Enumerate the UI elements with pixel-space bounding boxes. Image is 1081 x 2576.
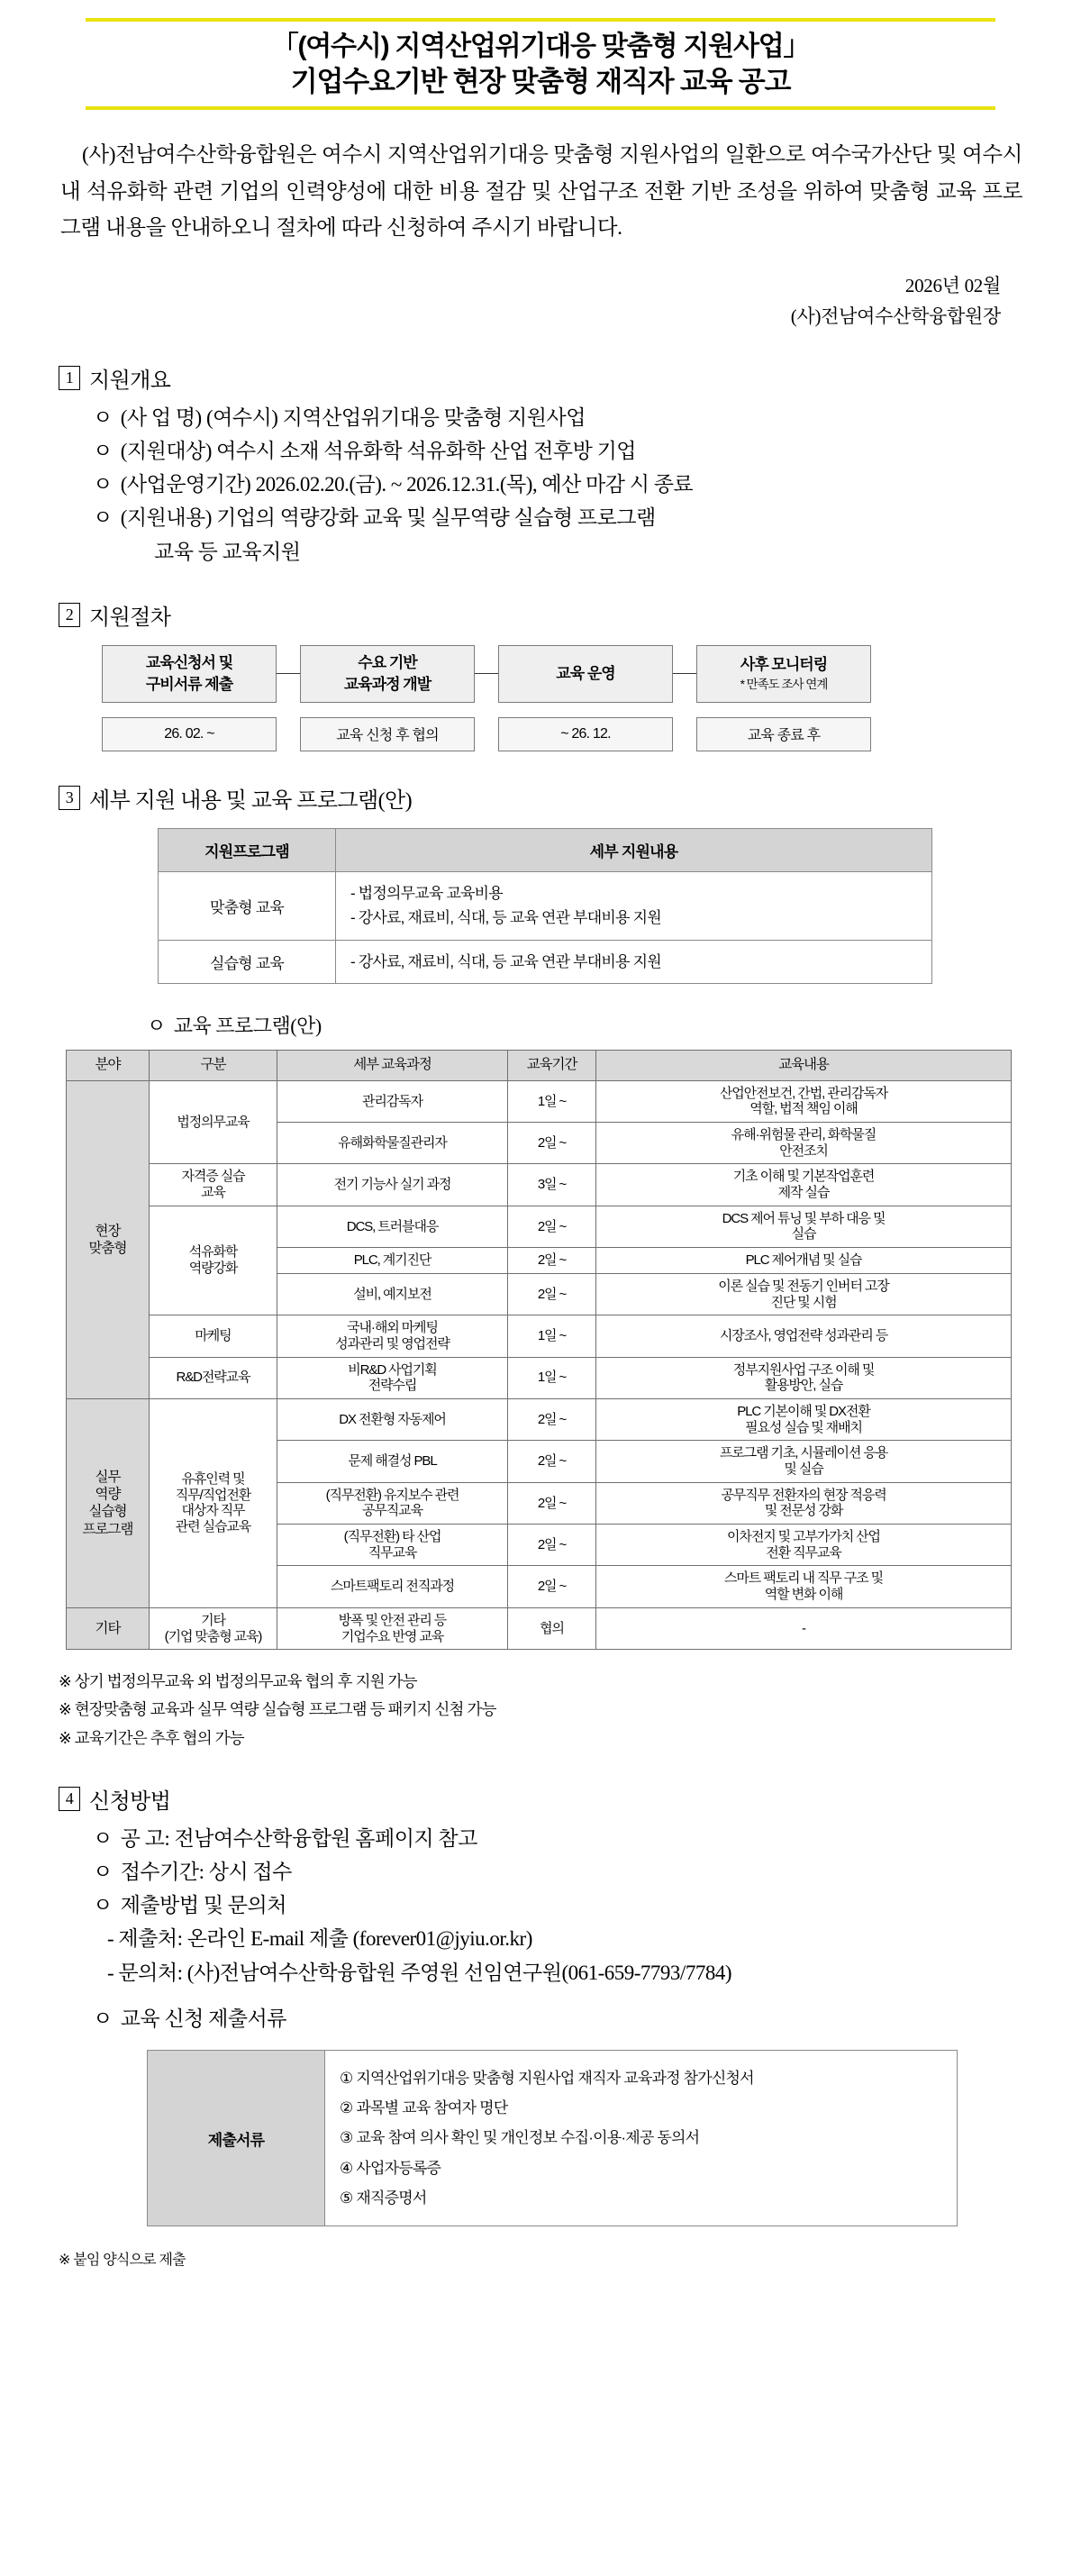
section-3-heading <box>59 782 1031 814</box>
content-cell: 이론 실습 및 전동기 인버터 고장 진단 및 시험 <box>596 1273 1012 1315</box>
section-3-title: 세부 지원 내용 및 교육 프로그램(안) <box>89 788 412 813</box>
duration-cell: 2일 ~ <box>508 1566 596 1607</box>
section-1-heading <box>59 362 1031 394</box>
course-cell: 스마트팩토리 전직과정 <box>277 1566 508 1607</box>
bullet-text: 접수기간: 상시 접수 <box>120 1860 292 1883</box>
duration-cell: 2일 ~ <box>508 1482 596 1524</box>
flow-step-subnote: * 만족도 조사 연계 <box>740 678 828 692</box>
title-line-2: 기업수요기반 현장 맞춤형 재직자 교육 공고 <box>290 66 791 97</box>
duration-cell: 2일 ~ <box>508 1525 596 1566</box>
bullet-text: 제출방법 및 문의처 <box>120 1894 286 1917</box>
course-cell: 방폭 및 안전 관리 등 기업수요 반영 교육 <box>277 1607 508 1649</box>
category-cell: 유휴인력 및 직무/직업전환 대상자 직무 관련 실습교육 <box>150 1398 277 1607</box>
note-line: ※ 교육기간은 추후 협의 가능 <box>59 1728 244 1747</box>
sub-list-item: - 제출처: 온라인 E-mail 제출 (forever01@jyiu.or.kr) <box>107 1927 532 1951</box>
flow-period-1: 26. 02. ~ <box>102 717 277 751</box>
list-item <box>93 1855 1031 1889</box>
table-row <box>67 1164 1012 1206</box>
content-cell: 프로그램 기초, 시뮬레이션 응용 및 실습 <box>596 1441 1012 1482</box>
list-item <box>93 1822 1031 1855</box>
category-cell: 법정의무교육 <box>150 1080 277 1164</box>
column-header: 구분 <box>150 1051 277 1080</box>
table-header-row <box>67 1051 1012 1080</box>
course-cell: DCS, 트러블대응 <box>277 1206 508 1247</box>
document-item: ⑤ 재직증명서 <box>340 2189 427 2207</box>
field-cell: 실무 역량 실습형 프로그램 <box>67 1398 150 1607</box>
documents-label-cell: 제출서류 <box>148 2051 325 2226</box>
list-item: ㅇ (지원대상) 여수시 소재 석유화학 석유화학 산업 전후방 기업 <box>93 439 637 462</box>
course-cell: 관리감독자 <box>277 1080 508 1122</box>
course-cell: (직무전환) 타 산업 직무교육 <box>277 1525 508 1566</box>
process-flow-diagram <box>102 645 1031 703</box>
course-cell: 유해화학물질관리자 <box>277 1123 508 1164</box>
course-cell: 국내·해외 마케팅 성과관리 및 영업전략 <box>277 1315 508 1357</box>
content-cell: PLC 제어개념 및 실습 <box>596 1248 1012 1274</box>
program-table-title-text: 교육 프로그램(안) <box>173 1015 322 1038</box>
list-item-continuation: 교육 등 교육지원 <box>154 540 301 563</box>
note-line: ※ 상기 법정의무교육 외 법정의무교육 협의 후 지원 가능 <box>59 1672 417 1691</box>
submission-documents-table <box>147 2050 958 2226</box>
bullet-text: (사 업 명) (여수시) 지역산업위기대응 맞춤형 지원사업 <box>120 405 586 429</box>
category-cell: 자격증 실습 교육 <box>150 1164 277 1206</box>
section-4-number: 4 <box>59 1787 80 1811</box>
program-name-cell: 맞춤형 교육 <box>159 871 336 940</box>
content-cell: 스마트 팩토리 내 직무 구조 및 역할 변화 이해 <box>596 1566 1012 1607</box>
support-program-table <box>158 828 932 985</box>
table-row <box>67 1398 1012 1440</box>
column-header: 교육기간 <box>508 1051 596 1080</box>
flow-period-4: 교육 종료 후 <box>696 717 871 751</box>
bullet-text: (지원대상) 여수시 소재 석유화학 석유화학 산업 전후방 기업 <box>120 439 637 462</box>
bullet-text: (지원내용) 기업의 역량강화 교육 및 실무역량 실습형 프로그램 <box>120 506 656 530</box>
program-name-cell: 실습형 교육 <box>159 940 336 984</box>
duration-cell: 협의 <box>508 1607 596 1649</box>
list-item <box>93 1889 1031 1922</box>
duration-cell: 2일 ~ <box>508 1123 596 1164</box>
table-header-row <box>159 828 932 871</box>
content-cell: 이차전지 및 고부가가치 산업 전환 직무교육 <box>596 1525 1012 1566</box>
column-header: 분야 <box>67 1051 150 1080</box>
title-rule-bottom <box>86 106 995 110</box>
flow-step-3 <box>498 645 673 703</box>
course-cell: PLC, 계기진단 <box>277 1248 508 1274</box>
category-cell: 마케팅 <box>150 1315 277 1357</box>
flow-connector <box>673 673 696 674</box>
section-1-number: 1 <box>59 366 80 390</box>
column-header: 지원프로그램 <box>159 828 336 871</box>
column-header: 세부 교육과정 <box>277 1051 508 1080</box>
program-notes <box>59 1668 1031 1752</box>
flow-connector <box>277 673 300 674</box>
table-row <box>67 1315 1012 1357</box>
flow-period-2: 교육 신청 후 협의 <box>300 717 475 751</box>
document-item: ① 지역산업위기대응 맞춤형 지원사업 재직자 교육과정 참가신청서 <box>340 2070 754 2088</box>
title-block <box>50 18 1031 110</box>
section-1-list <box>93 401 1031 569</box>
course-cell: 비R&D 사업기획 전략수립 <box>277 1357 508 1398</box>
content-cell: 공무직무 전환자의 현장 적응력 및 전문성 강화 <box>596 1482 1012 1524</box>
section-2-title: 지원절차 <box>89 605 171 630</box>
table-row <box>67 1607 1012 1649</box>
bullet-marker: ㅇ <box>93 1826 113 1850</box>
course-cell: 전기 기능사 실기 과정 <box>277 1164 508 1206</box>
content-cell: 기초 이해 및 기본작업훈련 제작 실습 <box>596 1164 1012 1206</box>
duration-cell: 2일 ~ <box>508 1206 596 1247</box>
program-detail-cell: - 강사료, 재료비, 식대, 등 교육 연관 부대비용 지원 <box>336 940 932 984</box>
documents-title-text: 교육 신청 제출서류 <box>120 2007 286 2030</box>
flow-connector <box>475 673 498 674</box>
bullet-text: 공 고: 전남여수산학융합원 홈페이지 참고 <box>120 1826 477 1850</box>
duration-cell: 1일 ~ <box>508 1080 596 1122</box>
field-cell: 현장 맞춤형 <box>67 1080 150 1398</box>
list-item: ㅇ (사업운영기간) 2026.02.20.(금). ~ 2026.12.31.(목), 예산 마감 시 종료 <box>93 473 694 496</box>
flow-step-1 <box>102 645 277 703</box>
document-item: ④ 사업자등록증 <box>340 2159 441 2177</box>
table-row <box>159 871 932 940</box>
content-cell: 정부지원사업 구조 이해 및 활용방안, 실습 <box>596 1357 1012 1398</box>
content-cell: - <box>596 1607 1012 1649</box>
category-cell: 기타 (기업 맞춤형 교육) <box>150 1607 277 1649</box>
content-cell: DCS 제어 튜닝 및 부하 대응 및 실습 <box>596 1206 1012 1247</box>
bullet-marker: ㅇ <box>93 1894 113 1917</box>
category-cell: 석유화학 역량강화 <box>150 1206 277 1315</box>
table-row <box>67 1080 1012 1122</box>
category-cell: R&D전략교육 <box>150 1357 277 1398</box>
content-cell: 산업안전보건, 간법, 관리감독자 역할, 법적 책임 이해 <box>596 1080 1012 1122</box>
program-detail-cell: - 법정의무교육 교육비용 - 강사료, 재료비, 식대, 등 교육 연관 부대비용 지원 <box>336 871 932 940</box>
content-cell: 시장조사, 영업전략 성과관리 등 <box>596 1315 1012 1357</box>
section-4-title: 신청방법 <box>89 1789 171 1814</box>
bullet-marker: ㅇ <box>93 1860 113 1883</box>
section-2-heading <box>59 599 1031 631</box>
title-rule-top <box>86 18 995 22</box>
duration-cell: 2일 ~ <box>508 1248 596 1274</box>
documents-list-cell <box>325 2051 958 2226</box>
course-cell: 설비, 예지보전 <box>277 1273 508 1315</box>
duration-cell: 2일 ~ <box>508 1273 596 1315</box>
flow-step-label: 사후 모니터링 <box>740 655 828 673</box>
document-item: ② 과목별 교육 참여자 명단 <box>340 2099 508 2117</box>
document-item: ③ 교육 참여 의사 확인 및 개인정보 수집·이용·제공 동의서 <box>340 2129 700 2147</box>
documents-title <box>93 2002 1031 2035</box>
flow-period-3: ~ 26. 12. <box>498 717 673 751</box>
column-header: 교육내용 <box>596 1051 1012 1080</box>
bullet-text: (사업운영기간) 2026.02.20.(금). ~ 2026.12.31.(목), 예산 마감 시 종료 <box>120 473 694 496</box>
program-table-title: ㅇ 교육 프로그램(안) <box>147 1015 322 1038</box>
signature-issuer: (사)전남여수산학융합원장 <box>790 305 1001 327</box>
table-row <box>67 1357 1012 1398</box>
table-row <box>67 1206 1012 1247</box>
footer-note: ※ 붙임 양식으로 제출 <box>59 2252 186 2268</box>
education-program-table <box>66 1050 1012 1650</box>
list-item: ㅇ (지원내용) 기업의 역량강화 교육 및 실무역량 실습형 프로그램 <box>93 506 656 530</box>
duration-cell: 1일 ~ <box>508 1315 596 1357</box>
flow-step-label: 교육 운영 <box>556 665 615 683</box>
table-row <box>148 2051 958 2226</box>
title-line-1: 「(여수시) 지역산업위기대응 맞춤형 지원사업」 <box>271 32 810 61</box>
course-cell: DX 전환형 자동제어 <box>277 1398 508 1440</box>
field-cell: 기타 <box>67 1607 150 1649</box>
intro-paragraph: (사)전남여수산학융합원은 여수시 지역산업위기대응 맞춤형 지원사업의 일환으로 여수국가산단 및 여수시 내 석유화학 관련 기업의 인력양성에 대한 비용 절감 및 산업구조 전환 기반 조성을 위하여 맞춤형 교육 프로그램 내용을 안내하오니 절차에 따라 신청하여 주시기 바랍니다. <box>60 143 1022 241</box>
signature-date: 2026년 02월 <box>904 274 1001 296</box>
flow-step-4 <box>696 645 871 703</box>
column-header: 세부 지원내용 <box>336 828 932 871</box>
content-cell: PLC 기본이해 및 DX전환 필요성 실습 및 재배치 <box>596 1398 1012 1440</box>
duration-cell: 2일 ~ <box>508 1441 596 1482</box>
content-cell: 유해·위험물 관리, 화학물질 안전조치 <box>596 1123 1012 1164</box>
course-cell: (직무전환) 유지보수 관련 공무직교육 <box>277 1482 508 1524</box>
flow-step-2 <box>300 645 475 703</box>
section-1-title: 지원개요 <box>89 369 171 393</box>
duration-cell: 1일 ~ <box>508 1357 596 1398</box>
flow-step-label: 교육신청서 및 구비서류 제출 <box>145 654 233 693</box>
process-period-row <box>102 717 1031 751</box>
table-row <box>159 940 932 984</box>
section-3-number: 3 <box>59 786 80 810</box>
note-line: ※ 현장맞춤형 교육과 실무 역량 실습형 프로그램 등 패키지 신첨 가능 <box>59 1700 496 1719</box>
signature-block <box>50 270 1001 332</box>
application-method-list <box>93 1822 1031 2036</box>
duration-cell: 2일 ~ <box>508 1398 596 1440</box>
section-2-number: 2 <box>59 603 80 627</box>
flow-step-label: 수요 기반 교육과정 개발 <box>343 654 431 693</box>
sub-list-item: - 문의처: (사)전남여수산학융합원 주영원 선임연구원(061-659-7793/7784) <box>107 1961 731 1984</box>
bullet-marker: ㅇ <box>93 2007 113 2030</box>
list-item: ㅇ (사 업 명) (여수시) 지역산업위기대응 맞춤형 지원사업 <box>93 405 586 429</box>
course-cell: 문제 해결성 PBL <box>277 1441 508 1482</box>
section-4-heading <box>59 1783 1031 1815</box>
duration-cell: 3일 ~ <box>508 1164 596 1206</box>
